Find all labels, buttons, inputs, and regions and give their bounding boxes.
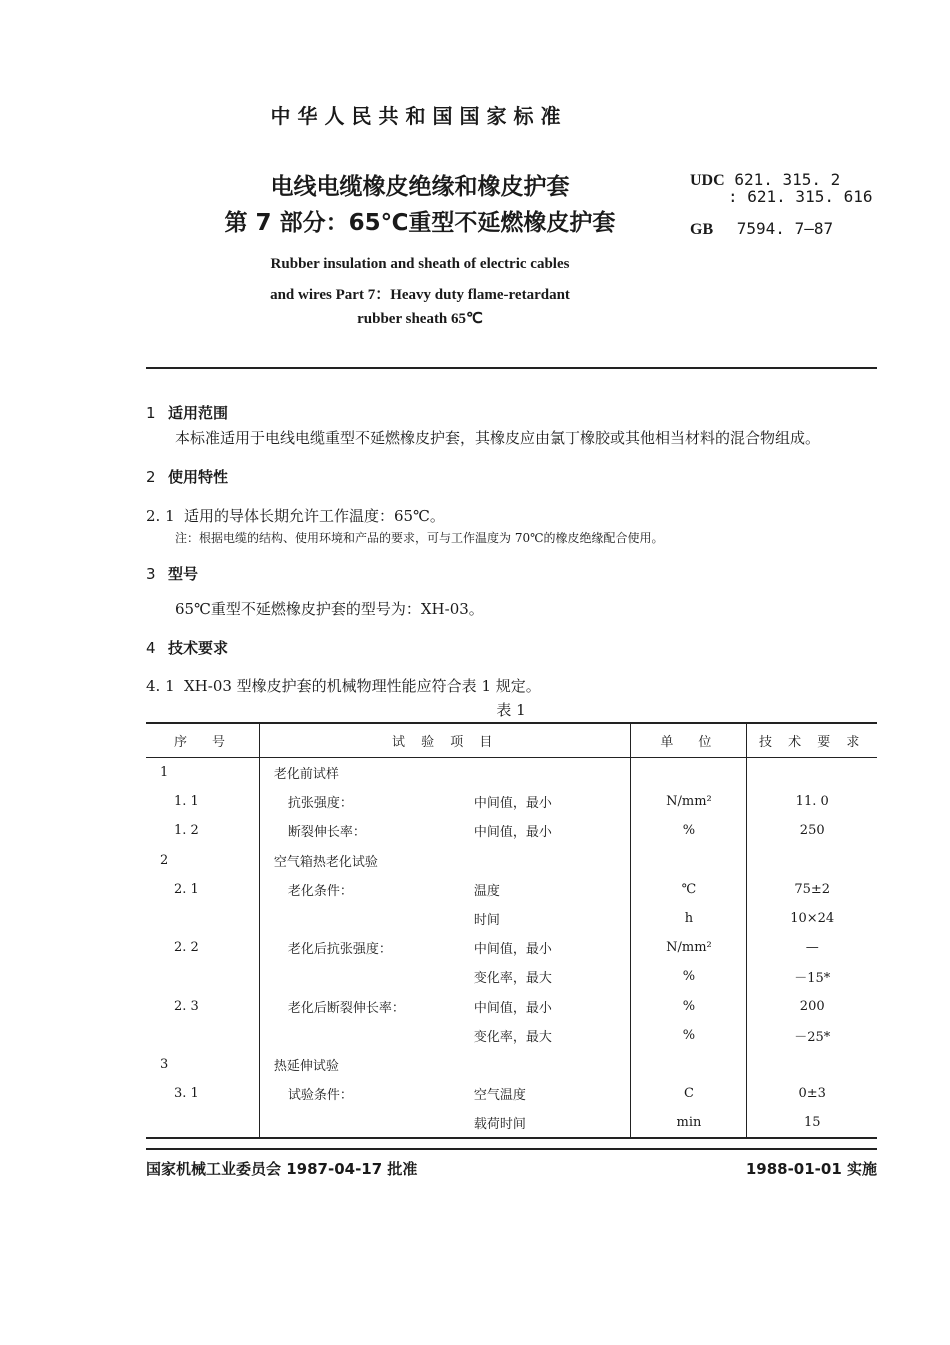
table-row xyxy=(146,787,877,816)
row-item-sub: 变化率，最大 xyxy=(473,971,552,987)
footer-rule xyxy=(146,1148,877,1150)
row-item-sub: 时间 xyxy=(473,913,500,929)
gb-line xyxy=(690,219,833,239)
row-requirement: 0±3 xyxy=(747,1079,877,1108)
row-item xyxy=(259,758,631,788)
section-4-title: 技术要求 xyxy=(168,639,229,657)
table-row xyxy=(146,1050,877,1079)
header-rule xyxy=(146,367,877,369)
row-no xyxy=(146,1108,259,1138)
clause-2-1-text: 适用的导体长期允许工作温度：65℃。 xyxy=(184,507,445,525)
row-unit: C xyxy=(631,1079,747,1108)
row-no: 1. 1 xyxy=(174,794,199,810)
row-item-name: 试验条件： xyxy=(287,1088,353,1104)
row-unit: ℃ xyxy=(631,875,747,904)
row-no: 2. 1 xyxy=(174,881,199,897)
row-item xyxy=(259,904,631,933)
row-item-name: 老化后断裂伸长率： xyxy=(287,1000,405,1016)
spec-table xyxy=(146,722,877,1139)
gb-number: 7594. 7—87 xyxy=(736,219,834,238)
table-row xyxy=(146,1108,877,1138)
header-no: 序 号 xyxy=(146,723,259,758)
gb-label: GB xyxy=(690,221,714,238)
table-row xyxy=(146,758,877,788)
clause-2-1-number: 2. 1 xyxy=(146,507,175,525)
row-item-name: 断裂伸长率： xyxy=(287,825,366,841)
table-header-row xyxy=(146,723,877,758)
udc-label: UDC xyxy=(690,172,725,189)
section-3-body: 65℃重型不延燃橡皮护套的型号为：XH-03。 xyxy=(175,600,484,618)
row-item-name: 老化前试样 xyxy=(273,767,339,783)
table-row xyxy=(146,816,877,845)
row-requirement xyxy=(747,1050,877,1079)
row-requirement: 11. 0 xyxy=(747,787,877,816)
row-item-sub: 空气温度 xyxy=(473,1088,526,1104)
table-row xyxy=(146,933,877,962)
header-item: 试 验 项 目 xyxy=(259,723,631,758)
table-row xyxy=(146,904,877,933)
row-item xyxy=(259,962,631,991)
table-row xyxy=(146,1079,877,1108)
row-item xyxy=(259,875,631,904)
row-requirement: －15* xyxy=(747,962,877,991)
title-en-line2: and wires Part 7：Heavy duty flame-retardant xyxy=(270,287,570,303)
row-item-name: 空气箱热老化试验 xyxy=(273,854,378,870)
row-item-sub: 中间值，最小 xyxy=(473,796,552,812)
row-unit: % xyxy=(631,992,747,1021)
clause-4-1 xyxy=(146,675,541,696)
section-4-heading xyxy=(146,637,228,658)
row-item xyxy=(259,816,631,845)
row-item xyxy=(259,1079,631,1108)
row-no xyxy=(146,1021,259,1050)
section-2-number: 2 xyxy=(146,468,156,486)
row-unit: % xyxy=(631,1021,747,1050)
title-en-line1: Rubber insulation and sheath of electric cables xyxy=(270,256,570,272)
row-unit: N/mm² xyxy=(631,933,747,962)
table-row xyxy=(146,846,877,875)
row-item xyxy=(259,1050,631,1079)
section-1-body: 本标准适用于电线电缆重型不延燃橡皮护套，其橡皮应由氯丁橡胶或其他相当材料的混合物组成。 xyxy=(175,429,821,447)
row-item xyxy=(259,1108,631,1138)
header-unit: 单 位 xyxy=(631,723,747,758)
row-item-name: 老化后抗张强度： xyxy=(287,942,392,958)
section-3-heading xyxy=(146,563,198,584)
clause-4-1-text: XH-03 型橡皮护套的机械物理性能应符合表 1 规定。 xyxy=(184,677,541,695)
udc-code-2: : 621. 315. 616 xyxy=(728,187,873,206)
table-caption: 表 1 xyxy=(496,701,526,719)
table-row xyxy=(146,1021,877,1050)
row-item xyxy=(259,787,631,816)
section-2-heading xyxy=(146,466,228,487)
section-1-number: 1 xyxy=(146,404,156,422)
header-req: 技 术 要 求 xyxy=(747,723,877,758)
table-row xyxy=(146,962,877,991)
row-unit: h xyxy=(631,904,747,933)
section-1-heading xyxy=(146,402,228,423)
row-requirement: 15 xyxy=(747,1108,877,1138)
implementation-date: 1988-01-01 实施 xyxy=(745,1160,877,1178)
row-unit xyxy=(631,846,747,875)
clause-4-1-number: 4. 1 xyxy=(146,677,175,695)
row-requirement: — xyxy=(747,933,877,962)
row-unit: min xyxy=(631,1108,747,1138)
row-unit: N/mm² xyxy=(631,787,747,816)
row-item-name: 热延伸试验 xyxy=(273,1058,339,1074)
row-requirement xyxy=(747,846,877,875)
row-item-name: 抗张强度： xyxy=(287,796,353,812)
title-zh-line1: 电线电缆橡皮绝缘和橡皮护套 xyxy=(270,174,570,200)
row-no xyxy=(146,962,259,991)
row-item-sub: 温度 xyxy=(473,883,500,899)
table-row xyxy=(146,875,877,904)
row-requirement: 75±2 xyxy=(747,875,877,904)
row-item-sub: 中间值，最小 xyxy=(473,1000,552,1016)
title-en-line3: rubber sheath 65℃ xyxy=(357,311,483,327)
section-3-number: 3 xyxy=(146,565,156,583)
section-4-number: 4 xyxy=(146,639,156,657)
row-no: 2. 2 xyxy=(174,940,199,956)
row-no: 3 xyxy=(160,1056,169,1072)
row-item-sub: 中间值，最小 xyxy=(473,942,552,958)
row-no: 3. 1 xyxy=(174,1086,199,1102)
row-no xyxy=(146,904,259,933)
title-zh-line2: 第 7 部分：65℃重型不延燃橡皮护套 xyxy=(224,210,616,236)
section-2-title: 使用特性 xyxy=(168,468,229,486)
approval-date: 国家机械工业委员会 1987-04-17 批准 xyxy=(146,1160,418,1178)
row-requirement: －25* xyxy=(747,1021,877,1050)
row-unit: % xyxy=(631,816,747,845)
table-row xyxy=(146,992,877,1021)
clause-2-1 xyxy=(146,505,445,526)
clause-2-1-note: 注：根据电缆的结构、使用环境和产品的要求，可与工作温度为 70℃的橡皮绝缘配合使用。 xyxy=(175,531,664,545)
row-item-sub: 中间值，最小 xyxy=(473,825,552,841)
row-requirement: 200 xyxy=(747,992,877,1021)
udc-code-1: 621. 315. 2 xyxy=(734,170,841,189)
row-unit: % xyxy=(631,962,747,991)
section-1-title: 适用范围 xyxy=(168,404,229,422)
row-item xyxy=(259,1021,631,1050)
row-no: 2 xyxy=(160,852,169,868)
row-requirement: 10×24 xyxy=(747,904,877,933)
row-unit xyxy=(631,758,747,788)
standard-header: 中华人民共和国国家标准 xyxy=(270,104,568,128)
row-requirement: 250 xyxy=(747,816,877,845)
row-item xyxy=(259,933,631,962)
row-no: 1. 2 xyxy=(174,823,199,839)
row-item-sub: 载荷时间 xyxy=(473,1117,526,1133)
row-no: 1 xyxy=(160,765,169,781)
row-no: 2. 3 xyxy=(174,998,199,1014)
row-item xyxy=(259,992,631,1021)
row-item xyxy=(259,846,631,875)
row-item-name: 老化条件： xyxy=(287,883,353,899)
row-item-sub: 变化率，最大 xyxy=(473,1029,552,1045)
row-unit xyxy=(631,1050,747,1079)
section-3-title: 型号 xyxy=(168,565,199,583)
row-requirement xyxy=(747,758,877,788)
